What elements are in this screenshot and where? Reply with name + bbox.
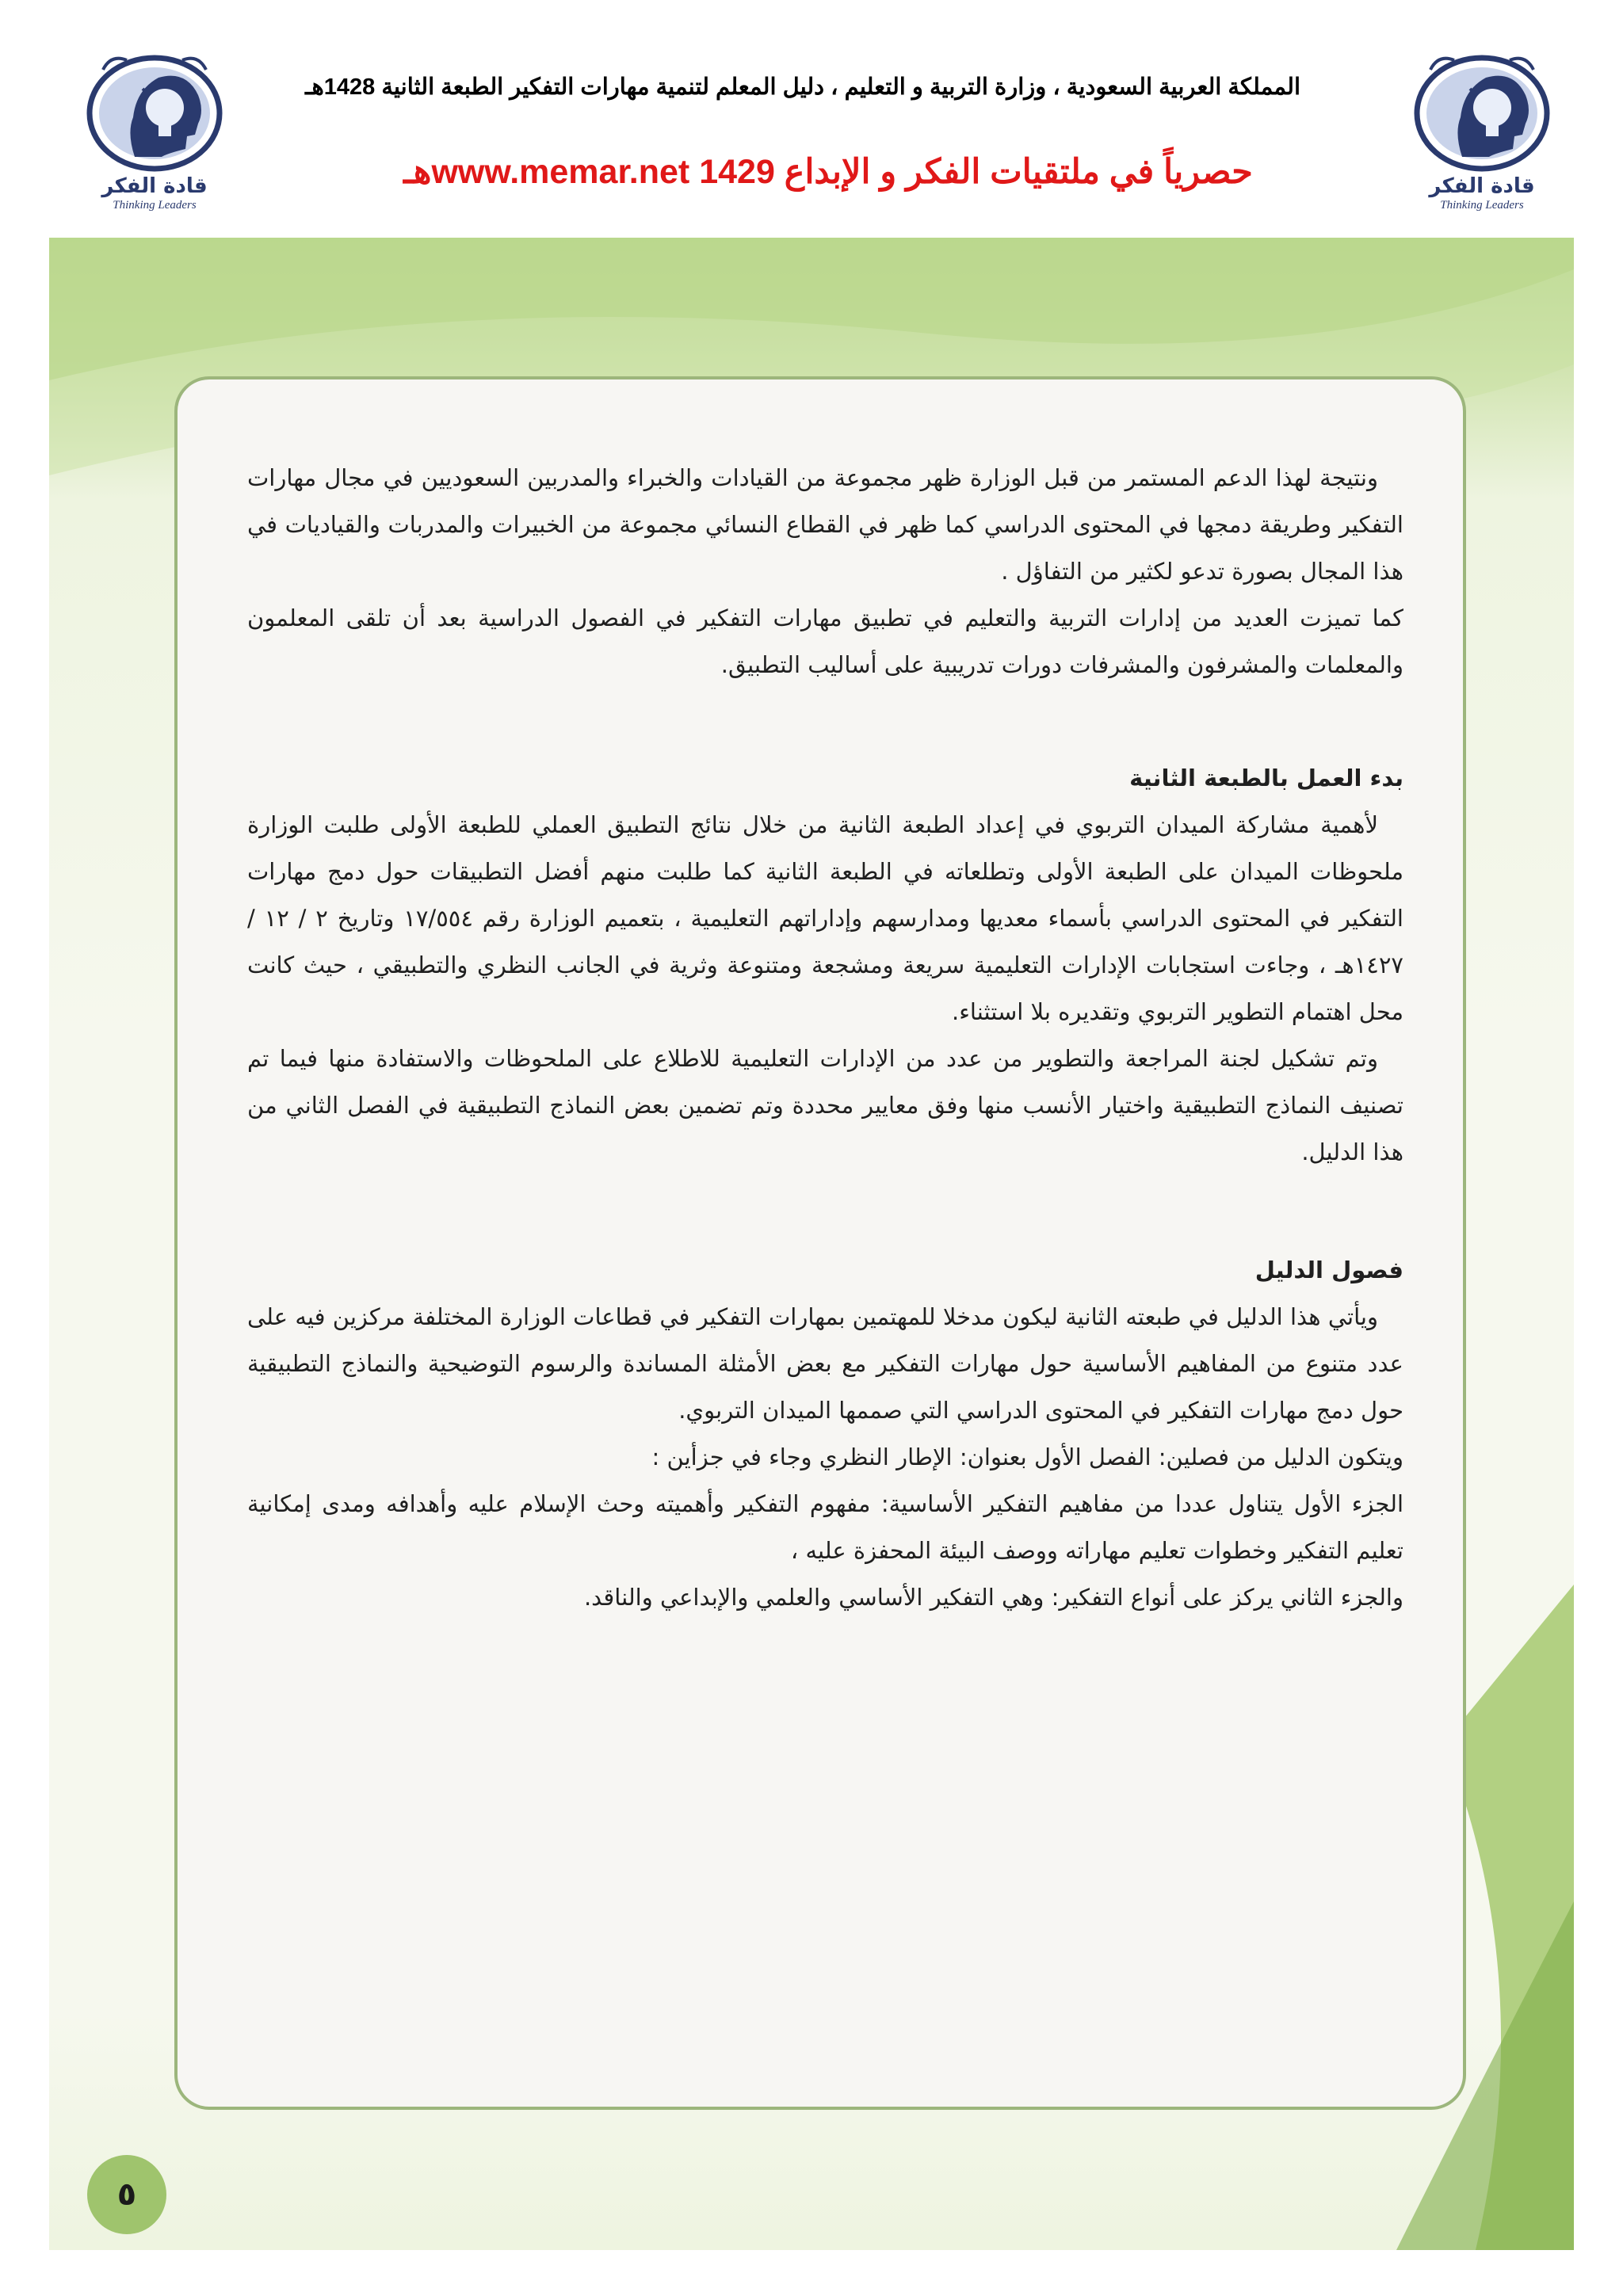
paragraph: كما تميزت العديد من إدارات التربية والتعليم في تطبيق مهارات التفكير في الفصول الدراسية بعد أن تلقى المعلمون والمعلمات والمشرفون والمشرفات دورات تدريبية على أساليب التطبيق. <box>247 605 1403 678</box>
paragraph: الجزء الأول يتناول عددا من مفاهيم التفكير الأساسية: مفهوم التفكير وأهميته وحث الإسلام عليه وأهدافه ومدى إمكانية تعليم التفكير وخطوات تعليم مهاراته ووصف البيئة المحفزة عليه ، <box>247 1490 1403 1564</box>
page-number-badge: ٥ <box>87 2155 166 2234</box>
header-title: المملكة العربية السعودية ، وزارة التربية و التعليم ، دليل المعلم لتنمية مهارات التفكير الطبعة الثانية 1428هـ <box>304 74 1301 100</box>
section-heading: فصول الدليل <box>1254 1257 1403 1283</box>
paragraph: ويتكون الدليل من فصلين: الفصل الأول بعنوان: الإطار النظري وجاء في جزأين : <box>651 1444 1403 1470</box>
content-frame <box>174 376 1466 2110</box>
paragraph: وتم تشكيل لجنة المراجعة والتطوير من عدد من الإدارات التعليمية للاطلاع على الملحوظات والاستفادة منها فيما تم تصنيف النماذج التطبيقية واختيار الأنسب منها وفق معايير محددة وتم تضمين بعض النماذج التطبيقية في الفصل الثاني من هذا الدليل. <box>247 1045 1403 1165</box>
document-header <box>0 0 1623 230</box>
paragraph: ونتيجة لهذا الدعم المستمر من قبل الوزارة ظهر مجموعة من القيادات والخبراء والمدربين السعوديين في مجال مهارات التفكير وطريقة دمجها في المحتوى الدراسي كما ظهر في القطاع النسائي مجموعة من الخبيرات والمدربات والقياديات في هذا المجال بصورة تدعو لكثير من التفاؤل . <box>247 464 1403 585</box>
paragraph: والجزء الثاني يركز على أنواع التفكير: وهي التفكير الأساسي والعلمي والإبداعي والناقد. <box>583 1584 1403 1611</box>
lightbulb-head-icon <box>1407 46 1557 181</box>
logo-caption: قادة الفكر <box>101 174 208 198</box>
paragraph: لأهمية مشاركة الميدان التربوي في إعداد الطبعة الثانية من خلال نتائج التطبيق العملي للطبعة الأولى طلبت الوزارة ملحوظات الميدان على الطبعة الأولى وتطلعاته في الطبعة الثانية كما طلبت منهم أفضل التطبيقات حول دمج مهارات التفكير في المحتوى الدراسي بأسماء معديها ومدارسهم وإداراتهم التعليمية ، بتعميم الوزارة رقم ١٧/٥٥٤ وتاريخ ٢ / ١٢ /١٤٢٧هـ ، وجاءت استجابات الإدارات التعليمية سريعة ومشجعة ومتنوعة وثرية في الجانب النظري والتطبيقي ، حيث كانت محل اهتمام التطوير التربوي وتقديره بلا استثناء. <box>247 811 1403 1025</box>
logo-subtitle: Thinking Leaders <box>1440 199 1524 212</box>
logo-caption: قادة الفكر <box>1429 174 1535 198</box>
header-exclusive-notice: حصرياً في ملتقيات الفكر و الإبداع www.memar.net 1429هـ <box>403 153 1253 191</box>
scanned-page <box>49 238 1574 2250</box>
paragraph: ويأتي هذا الدليل في طبعته الثانية ليكون مدخلا للمهتمين بمهارات التفكير في قطاعات الوزارة المختلفة مركزين فيه على عدد متنوع من المفاهيم الأساسية حول مهارات التفكير مع بعض الأمثلة المساندة والرسوم التوضيحية والنماذج التطبيقية حول دمج مهارات التفكير في المحتوى الدراسي التي صممها الميدان التربوي. <box>247 1303 1403 1424</box>
body-text <box>247 455 1403 1621</box>
lightbulb-head-icon <box>79 46 230 181</box>
logo-subtitle: Thinking Leaders <box>113 199 197 212</box>
section-heading: بدء العمل بالطبعة الثانية <box>1129 765 1403 791</box>
logo-thinking-leaders-left <box>79 46 230 212</box>
logo-thinking-leaders-right <box>1407 46 1557 212</box>
